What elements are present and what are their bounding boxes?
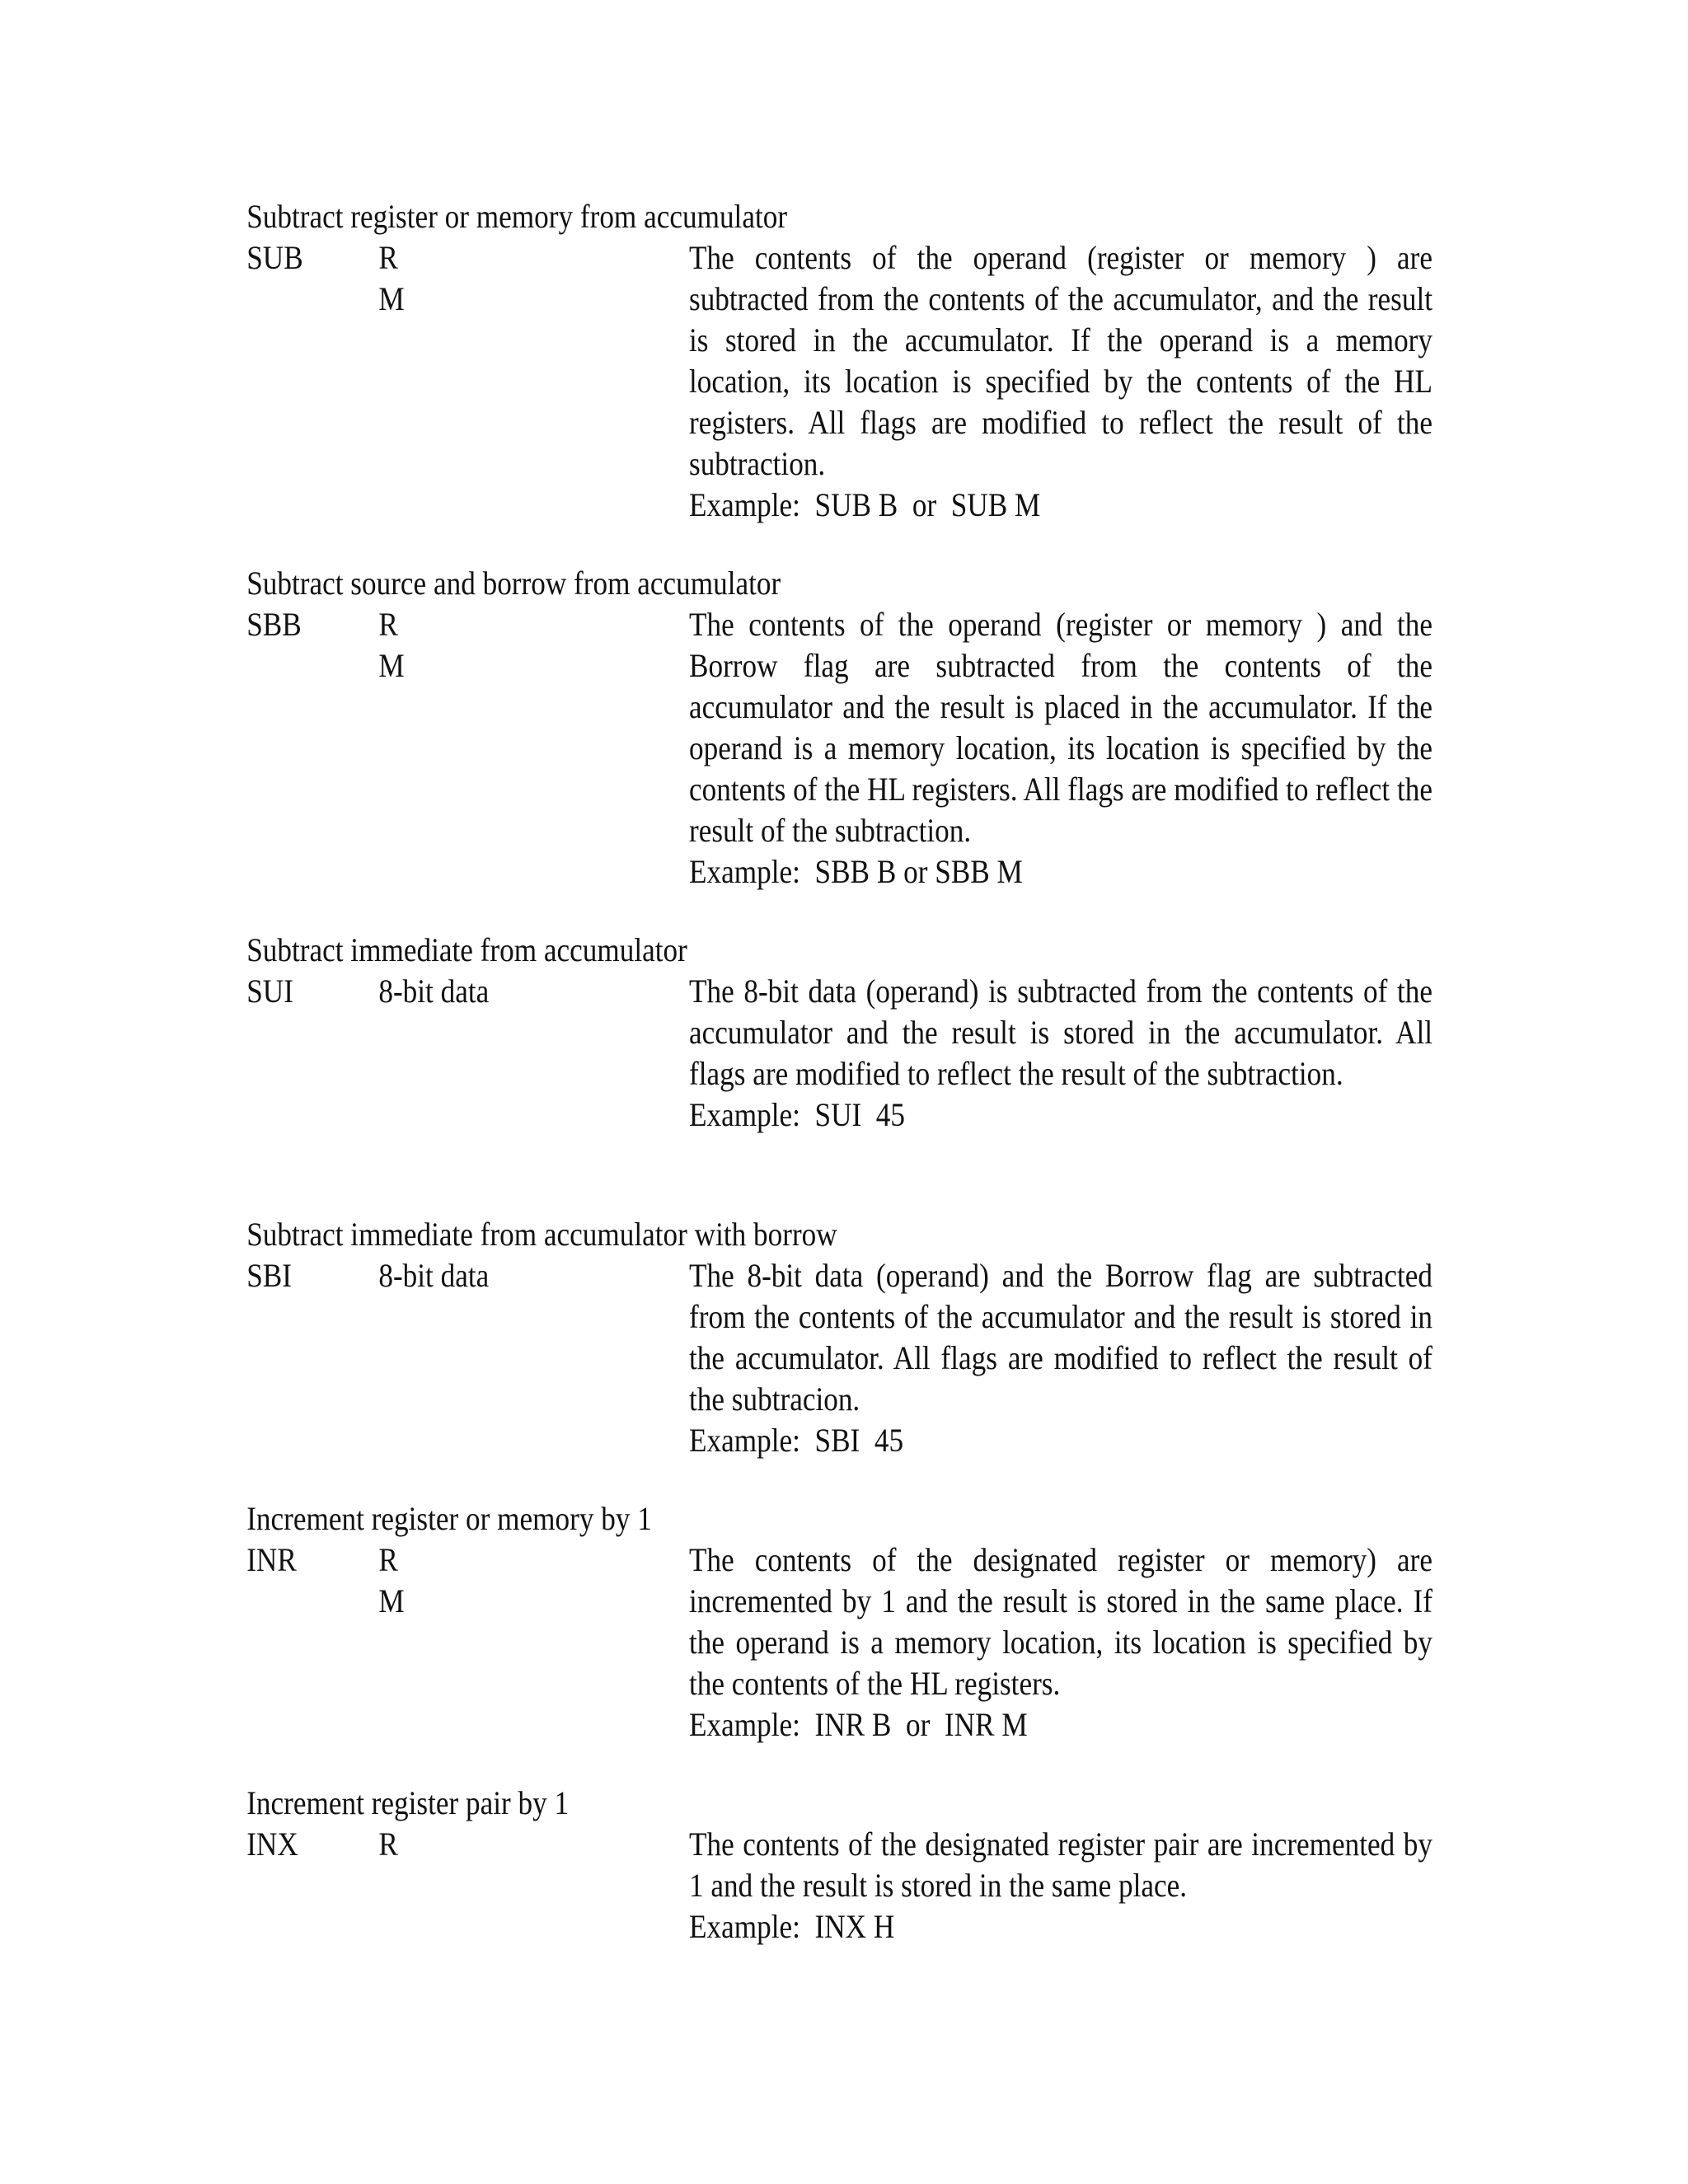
description-text: The contents of the operand (register or memory ) and the Borrow flag are subtracted from the contents of the accumulator and the result is placed in the accumulator. If the operand is a memory location, its location is specified by the contents of the HL registers. All flags are modified to reflect the result of the subtraction. [689,606,1432,849]
operand: R [378,1825,398,1863]
operand: M [378,647,405,684]
mnemonic: INX [246,1825,298,1863]
section-heading: Subtract immediate from accumulator [246,931,687,968]
example-text: Example: INR B or INR M [689,1706,1028,1743]
description-text: The contents of the operand (register or memory ) are subtracted from the contents of the accumulator, and the result is stored in the accumulator. If the operand is a memory location, its location is specified by the contents of the HL registers. All flags are modified to reflect the result of the subtraction. [689,239,1432,482]
description-text: The contents of the designated register or memory) are incremented by 1 and the result is stored in the same place. If the operand is a memory location, its location is specified by the contents of the HL registers. [689,1541,1432,1702]
instruction-sui [246,930,1596,1133]
instruction-sbi [246,1214,1596,1459]
operand: 8-bit data [378,1257,490,1294]
description-text: The 8-bit data (operand) is subtracted from the contents of the accumulator and the result is stored in the accumulator. All flags are modified to reflect the result of the subtraction. [689,972,1432,1092]
section-heading: Increment register pair by 1 [246,1784,570,1821]
operand-list [378,1255,596,1296]
instruction-sbb [246,563,1596,890]
description [689,1255,1432,1461]
example-text: Example: SUI 45 [689,1096,906,1133]
example-text: Example: SUB B or SUB M [689,486,1041,523]
operand-list [378,1540,596,1622]
description [689,1540,1432,1746]
operand-list [378,237,596,320]
operand-list [378,604,596,687]
example-text: Example: INX H [689,1908,895,1945]
instruction-inx [246,1783,1596,1945]
operand: R [378,606,398,643]
description [689,971,1432,1136]
description [689,1824,1432,1947]
section-heading: Subtract immediate from accumulator with borrow [246,1216,837,1253]
section-heading: Increment register or memory by 1 [246,1500,652,1537]
description-text: The 8-bit data (operand) and the Borrow flag are subtracted from the contents of the accumulator and the result is stored in the accumulator. All flags are modified to reflect the result of the subtracion. [689,1257,1432,1418]
operand-list [378,971,596,1012]
instruction-sub [246,196,1596,523]
description-text: The contents of the designated register pair are incremented by 1 and the result is stored in the same place. [689,1825,1432,1904]
example-text: Example: SBB B or SBB M [689,853,1023,890]
mnemonic: SBB [246,606,302,643]
mnemonic: SUB [246,239,303,276]
operand: 8-bit data [378,972,490,1010]
description [689,237,1432,526]
mnemonic: SBI [246,1257,292,1294]
example-text: Example: SBI 45 [689,1422,904,1459]
mnemonic: SUI [246,972,293,1010]
description [689,604,1432,893]
operand: M [378,280,405,317]
section-heading: Subtract register or memory from accumulator [246,198,788,235]
instruction-inr [246,1498,1596,1743]
operand: M [378,1582,405,1619]
operand: R [378,239,398,276]
section-heading: Subtract source and borrow from accumulator [246,565,781,602]
operand-list [378,1824,596,1865]
mnemonic: INR [246,1541,297,1578]
operand: R [378,1541,398,1578]
